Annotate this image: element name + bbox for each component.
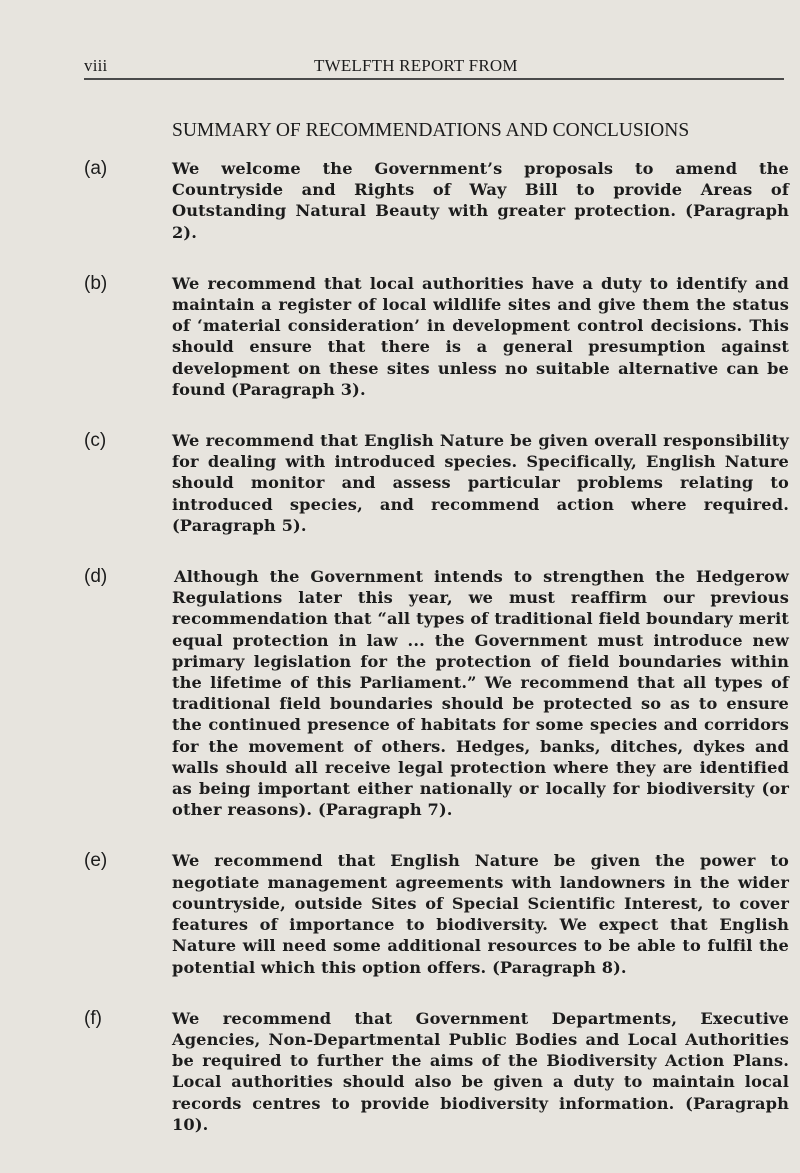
- item-label: (d): [84, 566, 108, 588]
- item-label: (b): [84, 272, 108, 294]
- item-text: Although the Government intends to strengthen the Hedgerow Regulations later this year, we must reaffirm our previous recommendation that “all types of traditional field boundary merit equal protection in law ... the Government must introduce new primary legislation for the protection of field boundaries within the lifetime of this Parliament.” We recommend that all types of traditional field boundaries should be protected so as to ensure the continued presence of habitats for some species and corridors for the movement of others. Hedges, banks, ditches, dykes and walls should all receive legal protection where they are identified as being important either nationally or locally for biodiversity (or other reasons). (Paragraph 7).: [172, 567, 789, 820]
- recommendation-item: [84, 158, 789, 243]
- header-rule: [84, 78, 784, 80]
- recommendation-item: [84, 850, 789, 977]
- running-head: TWELFTH REPORT FROM: [314, 56, 518, 75]
- item-label: (c): [84, 430, 107, 452]
- item-text: We recommend that English Nature be given overall responsibility for dealing with introduced species. Specifically, English Nature should monitor and assess particular problems relating to introduced species, and recommend action where required. (Paragraph 5).: [172, 431, 789, 535]
- recommendation-item: [84, 1007, 789, 1135]
- recommendations-list: [84, 158, 789, 1165]
- item-text: We recommend that Government Departments, Executive Agencies, Non-Departmental Public Bodies and Local Authorities be required to further the aims of the Biodiversity Action Plans. Local authorities should also be given a duty to maintain local records centres to provide biodiversity information. (Paragraph 10).: [172, 1008, 789, 1134]
- page-number: viii: [84, 56, 108, 75]
- recommendation-item: [84, 566, 789, 820]
- recommendation-item: [84, 272, 789, 400]
- section-title: SUMMARY OF RECOMMENDATIONS AND CONCLUSIONS: [172, 120, 690, 141]
- item-text: We recommend that local authorities have a duty to identify and maintain a register of local wildlife sites and give them the status of ‘material consideration’ in development control decisions. This should ensure that there is a general presumption against development on these sites unless no suitable alternative can be found (Paragraph 3).: [172, 273, 789, 399]
- item-label: (e): [84, 850, 108, 872]
- item-text: We recommend that English Nature be given the power to negotiate management agreements with landowners in the wider countryside, outside Sites of Special Scientific Interest, to cover features of importance to biodiversity. We expect that English Nature will need some additional resources to be able to fulfil the potential which this option offers. (Paragraph 8).: [172, 851, 789, 977]
- item-label: (f): [84, 1007, 102, 1029]
- item-text: We welcome the Government’s proposals to amend the Countryside and Rights of Way Bill to provide Areas of Outstanding Natural Beauty with greater protection. (Paragraph 2).: [172, 159, 789, 242]
- recommendation-item: [84, 430, 789, 536]
- item-label: (a): [84, 158, 108, 179]
